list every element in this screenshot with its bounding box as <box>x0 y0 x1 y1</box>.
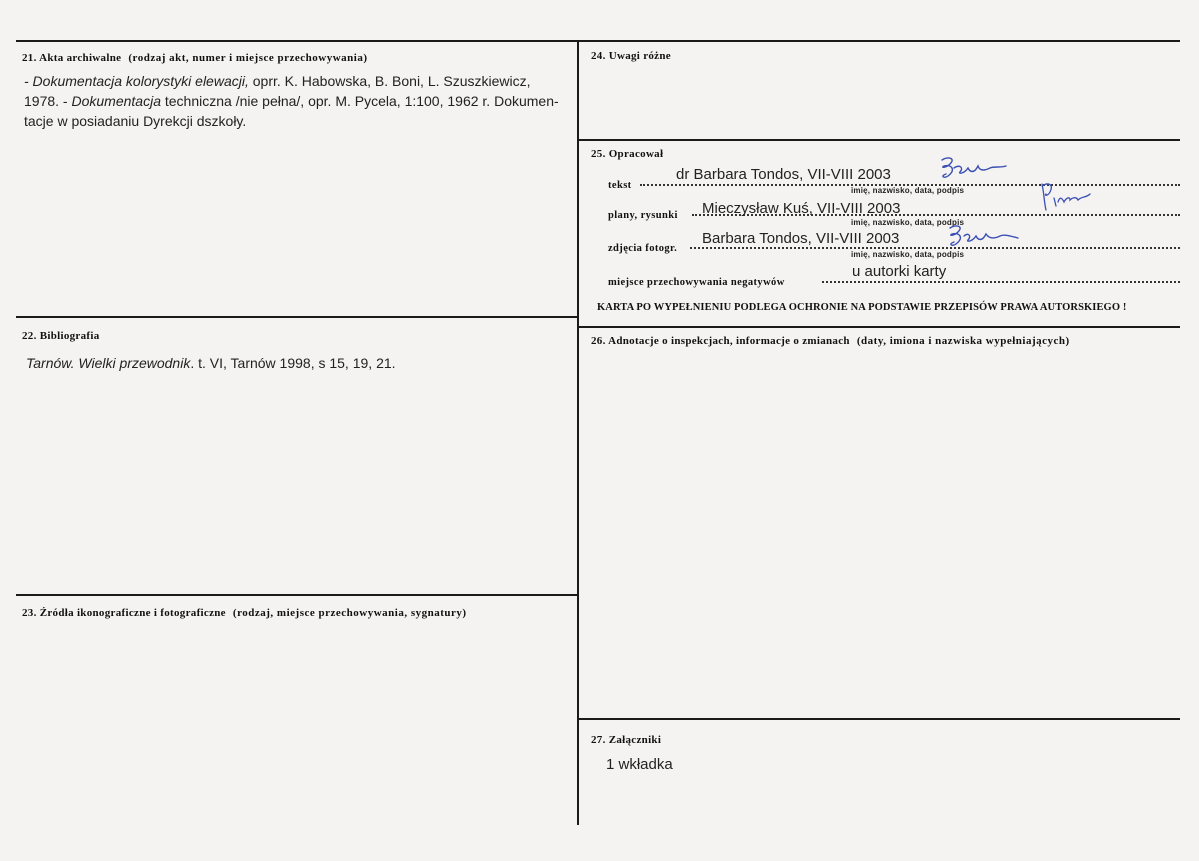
section-22-text <box>26 353 396 373</box>
left-divider-2 <box>16 594 578 596</box>
row-zdjecia-dots <box>690 247 1180 249</box>
section-21-label: 21. Akta archiwalne <box>22 52 122 64</box>
row-plany-hint: imię, nazwisko, data, podpis <box>851 218 965 227</box>
section-27-label: 27. Załączniki <box>591 734 662 746</box>
section-22-text-b: . t. VI, Tarnów 1998, s 15, 19, 21. <box>190 355 396 371</box>
row-tekst-value: dr Barbara Tondos, VII-VIII 2003 <box>676 166 891 183</box>
section-26-sub: (daty, imiona i nazwiska wypełniających) <box>856 335 1070 347</box>
section-23-heading <box>22 607 467 619</box>
section-21-line-2 <box>24 91 564 111</box>
section-21-line-2a: 1978. - <box>24 93 72 109</box>
signature-zdjecia <box>942 220 1022 256</box>
copyright-notice: KARTA PO WYPEŁNIENIU PODLEGA OCHRONIE NA PODSTAWIE PRZEPISÓW PRAWA AUTORSKIEGO ! <box>597 302 1127 313</box>
section-22-text-a: Tarnów. Wielki przewodnik <box>26 355 191 371</box>
section-21-line-1b: oprr. K. Habowska, B. Boni, L. Szuszkiewicz, <box>248 73 531 89</box>
row-tekst-hint: imię, nazwisko, data, podpis <box>851 186 965 195</box>
signature-tekst <box>934 154 1014 190</box>
right-divider-1 <box>578 139 1180 141</box>
top-border <box>16 40 1180 42</box>
section-21-text <box>24 71 564 131</box>
row-tekst-label: tekst <box>608 180 632 191</box>
left-divider-1 <box>16 316 578 318</box>
section-25-label: 25. Opracował <box>591 148 664 160</box>
section-21-heading <box>22 52 368 64</box>
row-negatywy-value: u autorki karty <box>852 263 947 280</box>
section-21-line-2b: Dokumentacja <box>71 93 161 109</box>
section-23-sub: (rodzaj, miejsce przechowywania, sygnatury) <box>232 607 467 619</box>
row-zdjecia-value: Barbara Tondos, VII-VIII 2003 <box>702 230 900 247</box>
row-zdjecia-label: zdjęcia fotogr. <box>608 243 678 254</box>
section-21-line-2c: techniczna /nie pełna/, opr. M. Pycela, 1:100, 1962 r. Dokumen- <box>160 93 559 109</box>
section-21-line-1a: - Dokumentacja kolorystyki elewacji, <box>24 73 249 89</box>
section-21-sub: (rodzaj akt, numer i miejsce przechowywania) <box>128 52 368 64</box>
section-22-label: 22. Bibliografia <box>22 330 100 342</box>
section-21-line-1 <box>24 71 564 91</box>
center-divider <box>577 40 579 825</box>
section-26-label: 26. Adnotacje o inspekcjach, informacje o zmianach <box>591 335 850 347</box>
signature-plany <box>1036 176 1106 216</box>
section-26-heading <box>591 335 1070 347</box>
row-plany-label: plany, rysunki <box>608 210 678 221</box>
section-21-line-3: tacje w posiadaniu Dyrekcji dszkoły. <box>24 113 247 129</box>
row-negatywy-dots <box>822 281 1180 283</box>
row-plany-value: Mieczysław Kuś, VII-VIII 2003 <box>702 200 901 217</box>
row-zdjecia-hint: imię, nazwisko, data, podpis <box>851 250 965 259</box>
row-negatywy-label: miejsce przechowywania negatywów <box>608 277 785 288</box>
right-divider-2 <box>578 326 1180 328</box>
section-27-value: 1 wkładka <box>606 756 673 773</box>
section-24-label: 24. Uwagi różne <box>591 50 671 62</box>
right-divider-3 <box>578 718 1180 720</box>
section-23-label: 23. Źródła ikonograficzne i fotograficzne <box>22 607 226 619</box>
